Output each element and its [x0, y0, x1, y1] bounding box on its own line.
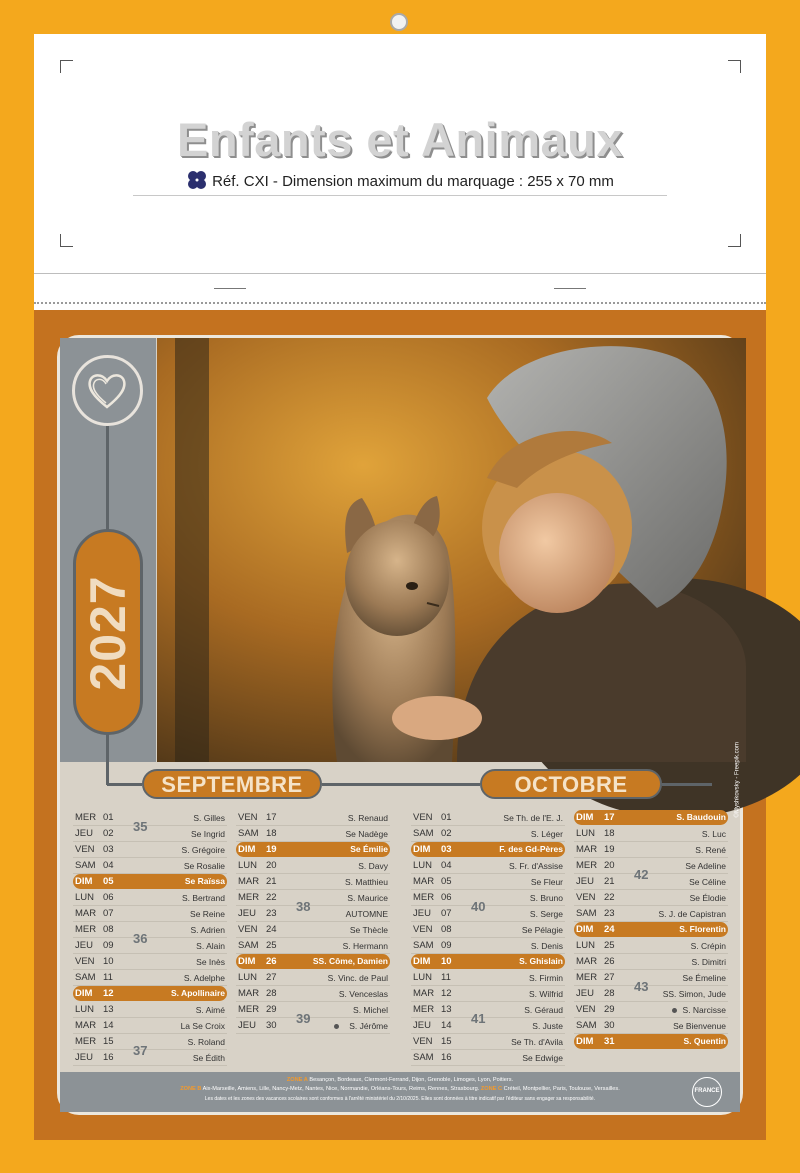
- hanging-hole: [390, 13, 408, 31]
- saint-name: S. Dimitri: [691, 957, 726, 967]
- day-row: [73, 890, 227, 906]
- saint-name: Se Émilie: [350, 844, 388, 854]
- day-number: 06: [441, 892, 452, 903]
- day-number: 23: [604, 908, 615, 919]
- day-number: 13: [103, 1004, 114, 1015]
- day-number: 19: [266, 844, 277, 855]
- saint-name: S. Fr. d'Assise: [508, 861, 563, 871]
- sunday-row: [574, 1034, 728, 1049]
- day-number: 12: [441, 988, 452, 999]
- connector-line: [106, 732, 109, 762]
- saint-name: S. Gilles: [193, 813, 225, 823]
- weekday: LUN: [576, 828, 596, 839]
- saint-name: S. Wilfrid: [529, 989, 563, 999]
- day-row: [236, 938, 390, 954]
- weekday: VEN: [75, 844, 95, 855]
- clover-icon: [186, 170, 208, 194]
- day-column: [411, 810, 565, 1066]
- day-row: [73, 922, 227, 938]
- connector-line: [107, 783, 142, 786]
- day-number: 12: [103, 988, 114, 999]
- weekday: JEU: [75, 1052, 93, 1063]
- day-number: 16: [103, 1052, 114, 1063]
- saint-name: Se Fleur: [530, 877, 563, 887]
- saint-name: S. Narcisse: [682, 1005, 726, 1015]
- saint-name: S. Maurice: [347, 893, 388, 903]
- day-row: [411, 810, 565, 826]
- day-number: 30: [266, 1020, 277, 1031]
- weekday: JEU: [75, 940, 93, 951]
- weekday: MER: [576, 860, 598, 871]
- reference-line: [0, 170, 800, 194]
- day-number: 24: [266, 924, 277, 935]
- weekday: LUN: [75, 1004, 95, 1015]
- day-number: 28: [266, 988, 277, 999]
- saint-name: Se Rosalie: [183, 861, 225, 871]
- day-row: [73, 970, 227, 986]
- zone-a-label: ZONE A: [286, 1077, 308, 1083]
- crop-mark: [728, 60, 741, 73]
- saint-name: S. Hermann: [342, 941, 388, 951]
- day-row: [411, 1018, 565, 1034]
- saint-name: Se Élodie: [689, 893, 726, 903]
- weekday: MER: [75, 1036, 97, 1047]
- day-number: 02: [441, 828, 452, 839]
- crop-mark: [60, 234, 73, 247]
- zone-a-cities: Besançon, Bordeaux, Clermont-Ferrand, Dijon, Grenoble, Limoges, Lyon, Poitiers.: [309, 1077, 514, 1083]
- day-number: 20: [604, 860, 615, 871]
- weekday: DIM: [75, 988, 93, 999]
- saint-name: S. Crépin: [690, 941, 726, 951]
- day-row: [574, 1018, 728, 1034]
- weekday: SAM: [238, 940, 259, 951]
- day-row: [73, 938, 227, 954]
- weekday: DIM: [413, 844, 431, 855]
- day-row: [73, 810, 227, 826]
- saint-name: S. Matthieu: [345, 877, 388, 887]
- day-row: [574, 842, 728, 858]
- saint-name: S. Michel: [353, 1005, 388, 1015]
- day-row: [73, 1034, 227, 1050]
- day-number: 25: [266, 940, 277, 951]
- day-number: 17: [266, 812, 277, 823]
- saint-name: S. Davy: [358, 861, 388, 871]
- weekday: MAR: [75, 1020, 97, 1031]
- saint-name: S. Roland: [187, 1037, 225, 1047]
- week-number: 40: [471, 899, 486, 914]
- day-row: [411, 858, 565, 874]
- sunday-row: [236, 954, 390, 969]
- saint-name: S. Renaud: [347, 813, 388, 823]
- saint-name: Se Ingrid: [190, 829, 225, 839]
- day-row: [236, 826, 390, 842]
- weekday: MAR: [576, 956, 598, 967]
- weekday: SAM: [75, 972, 96, 983]
- day-row: [574, 1002, 728, 1018]
- day-row: [411, 890, 565, 906]
- weekday: LUN: [75, 892, 95, 903]
- day-row: [574, 906, 728, 922]
- weekday: MAR: [238, 876, 260, 887]
- zone-b-label: ZONE B: [180, 1086, 202, 1092]
- connector-line: [662, 783, 712, 786]
- saint-name: Se Adeline: [685, 861, 726, 871]
- day-number: 25: [604, 940, 615, 951]
- weekday: VEN: [238, 924, 258, 935]
- weekday: SAM: [413, 1052, 434, 1063]
- day-number: 11: [441, 972, 451, 983]
- divider: [554, 288, 586, 289]
- heart-icon: [75, 358, 140, 423]
- weekday: DIM: [238, 844, 256, 855]
- day-row: [73, 1050, 227, 1066]
- day-number: 09: [103, 940, 114, 951]
- saint-name: S. Luc: [701, 829, 726, 839]
- saint-name: S. Alain: [196, 941, 225, 951]
- sunday-row: [574, 922, 728, 937]
- saint-name: Se Inès: [196, 957, 225, 967]
- day-number: 03: [441, 844, 452, 855]
- zone-c-label: ZONE C: [480, 1086, 503, 1092]
- day-number: 28: [604, 988, 615, 999]
- saint-name: Se Nadège: [345, 829, 388, 839]
- day-number: 07: [441, 908, 452, 919]
- weekday: VEN: [413, 924, 433, 935]
- school-zones-footer: [60, 1072, 740, 1112]
- weekday: SAM: [413, 940, 434, 951]
- saint-name: S. Bruno: [529, 893, 563, 903]
- weekday: MAR: [238, 988, 260, 999]
- saint-name: Se Bienvenue: [673, 1021, 726, 1031]
- day-number: 04: [441, 860, 452, 871]
- day-row: [574, 826, 728, 842]
- day-number: 13: [441, 1004, 452, 1015]
- day-number: 14: [103, 1020, 114, 1031]
- day-number: 01: [103, 812, 114, 823]
- day-number: 08: [441, 924, 452, 935]
- saint-name: Se Raïssa: [184, 876, 225, 886]
- day-number: 20: [266, 860, 277, 871]
- day-number: 19: [604, 844, 615, 855]
- zone-b-cities: Aix-Marseille, Amiens, Lille, Nancy-Metz, Nantes, Nice, Normandie, Orléans-Tours, Reims, Rennes, Strasbourg.: [202, 1086, 480, 1092]
- day-number: 21: [266, 876, 277, 887]
- day-row: [73, 858, 227, 874]
- weekday: JEU: [413, 1020, 431, 1031]
- weekday: MER: [238, 1004, 260, 1015]
- day-number: 11: [103, 972, 113, 983]
- connector-line: [106, 426, 109, 538]
- saint-name: S. Léger: [530, 829, 563, 839]
- day-row: [574, 938, 728, 954]
- weekday: DIM: [75, 876, 93, 887]
- day-number: 21: [604, 876, 615, 887]
- weekday: DIM: [576, 924, 594, 935]
- day-row: [236, 1018, 390, 1034]
- saint-name: Se Reine: [190, 909, 225, 919]
- day-row: [411, 970, 565, 986]
- day-number: 23: [266, 908, 277, 919]
- saint-name: Se Pélagie: [521, 925, 563, 935]
- weekday: JEU: [75, 828, 93, 839]
- weekday: JEU: [238, 908, 256, 919]
- day-row: [574, 954, 728, 970]
- weekday: MER: [413, 1004, 435, 1015]
- saint-name: S. Adrien: [190, 925, 225, 935]
- sunday-row: [574, 810, 728, 825]
- day-number: 30: [604, 1020, 615, 1031]
- weekday: SAM: [576, 908, 597, 919]
- day-number: 06: [103, 892, 114, 903]
- day-row: [411, 906, 565, 922]
- saint-name: S. Firmin: [529, 973, 563, 983]
- saint-name: S. Denis: [530, 941, 563, 951]
- day-row: [411, 938, 565, 954]
- weekday: VEN: [576, 1004, 596, 1015]
- moon-phase-icon: [672, 1008, 677, 1013]
- saint-name: S. Juste: [532, 1021, 563, 1031]
- weekday: JEU: [238, 1020, 256, 1031]
- month-header-october: OCTOBRE: [480, 769, 662, 799]
- day-number: 22: [266, 892, 277, 903]
- day-row: [236, 970, 390, 986]
- day-row: [73, 906, 227, 922]
- weekday: SAM: [576, 1020, 597, 1031]
- year-label: 2027: [80, 575, 136, 691]
- connector-line: [106, 762, 109, 785]
- zone-c-cities: Créteil, Montpellier, Paris, Toulouse, Versailles.: [503, 1086, 620, 1092]
- saint-name: S. Adelphe: [183, 973, 225, 983]
- day-row: [574, 858, 728, 874]
- day-number: 10: [441, 956, 452, 967]
- day-number: 22: [604, 892, 615, 903]
- sunday-row: [73, 874, 227, 889]
- saint-name: S. Serge: [529, 909, 563, 919]
- heart-badge: [72, 355, 143, 426]
- day-number: 08: [103, 924, 114, 935]
- day-number: 01: [441, 812, 452, 823]
- zone-a-line: [60, 1076, 740, 1085]
- saint-name: S. J. de Capistran: [658, 909, 726, 919]
- day-column: [574, 810, 728, 1050]
- day-column: [73, 810, 227, 1066]
- day-number: 09: [441, 940, 452, 951]
- saint-name: S. Vinc. de Paul: [327, 973, 388, 983]
- day-row: [236, 986, 390, 1002]
- weekday: VEN: [75, 956, 95, 967]
- day-number: 27: [604, 972, 615, 983]
- day-number: 14: [441, 1020, 452, 1031]
- day-row: [236, 922, 390, 938]
- month-header-september: SEPTEMBRE: [142, 769, 322, 799]
- day-number: 18: [266, 828, 277, 839]
- day-number: 16: [441, 1052, 452, 1063]
- saint-name: S. Baudouin: [676, 812, 726, 822]
- day-row: [73, 954, 227, 970]
- weekday: MER: [75, 812, 97, 823]
- weekday: LUN: [576, 940, 596, 951]
- weekday: SAM: [75, 860, 96, 871]
- saint-name: S. Grégoire: [181, 845, 225, 855]
- day-number: 05: [441, 876, 452, 887]
- saint-name: La Se Croix: [180, 1021, 225, 1031]
- saint-name: Se Edwige: [522, 1053, 563, 1063]
- day-number: 04: [103, 860, 114, 871]
- day-row: [574, 970, 728, 986]
- weekday: DIM: [413, 956, 431, 967]
- saint-name: AUTOMNE: [345, 909, 388, 919]
- day-number: 15: [441, 1036, 452, 1047]
- day-row: [411, 874, 565, 890]
- france-badge: FRANCE: [692, 1077, 722, 1107]
- weekday: VEN: [238, 812, 258, 823]
- saint-name: Se Thècle: [349, 925, 388, 935]
- saint-name: Se Céline: [689, 877, 726, 887]
- day-row: [73, 1018, 227, 1034]
- weekday: DIM: [576, 812, 594, 823]
- saint-name: S. René: [695, 845, 726, 855]
- weekday: LUN: [238, 860, 258, 871]
- zone-bc-line: [60, 1085, 740, 1094]
- weekday: MAR: [576, 844, 598, 855]
- saint-name: S. Venceslas: [338, 989, 388, 999]
- day-row: [73, 1002, 227, 1018]
- saint-name: S. Ghislain: [519, 956, 563, 966]
- saint-name: SS. Simon, Jude: [662, 989, 726, 999]
- week-number: 37: [133, 1043, 148, 1058]
- day-row: [411, 922, 565, 938]
- photo-credit: ©Myshkovsky - Freepik.com: [734, 742, 740, 818]
- saint-name: S. Apollinaire: [170, 988, 225, 998]
- week-number: 36: [133, 931, 148, 946]
- weekday: JEU: [576, 988, 594, 999]
- day-number: 18: [604, 828, 615, 839]
- week-number: 41: [471, 1011, 486, 1026]
- weekday: DIM: [576, 1036, 594, 1047]
- day-row: [574, 890, 728, 906]
- weekday: JEU: [413, 908, 431, 919]
- day-row: [411, 1050, 565, 1066]
- week-number: 43: [634, 979, 649, 994]
- day-number: 10: [103, 956, 114, 967]
- day-number: 26: [604, 956, 615, 967]
- day-row: [574, 986, 728, 1002]
- sunday-row: [73, 986, 227, 1001]
- saint-name: Se Édith: [192, 1053, 225, 1063]
- weekday: VEN: [413, 812, 433, 823]
- day-row: [73, 842, 227, 858]
- day-number: 31: [604, 1036, 615, 1047]
- connector-line: [322, 783, 480, 786]
- day-row: [411, 986, 565, 1002]
- day-number: 26: [266, 956, 277, 967]
- divider: [214, 288, 246, 289]
- disclaimer: Les dates et les zones des vacances scolaires sont conformes à l'arrêté ministériel du 2/10/2025. Elles sont données à titre indicatif par l'éditeur sans engager sa responsabilité.: [204, 1096, 596, 1102]
- calendar-card: [57, 335, 743, 1115]
- crop-mark: [60, 60, 73, 73]
- day-number: 07: [103, 908, 114, 919]
- day-number: 02: [103, 828, 114, 839]
- day-row: [411, 1002, 565, 1018]
- saint-name: S. Aimé: [195, 1005, 225, 1015]
- saint-name: S. Bertrand: [182, 893, 225, 903]
- weekday: SAM: [238, 828, 259, 839]
- product-title: Enfants et Animaux: [177, 113, 623, 166]
- week-number: 38: [296, 899, 311, 914]
- divider: [133, 195, 667, 196]
- sunday-row: [411, 954, 565, 969]
- day-row: [236, 810, 390, 826]
- day-number: 29: [604, 1004, 615, 1015]
- weekday: VEN: [576, 892, 596, 903]
- day-row: [236, 874, 390, 890]
- saint-name: Se Th. de l'E. J.: [503, 813, 563, 823]
- weekday: MAR: [413, 988, 435, 999]
- day-row: [236, 890, 390, 906]
- saint-name: S. Jérôme: [349, 1021, 388, 1031]
- moon-phase-icon: [334, 1024, 339, 1029]
- day-row: [236, 906, 390, 922]
- weekday: LUN: [413, 860, 433, 871]
- weekday: LUN: [238, 972, 258, 983]
- day-row: [236, 858, 390, 874]
- saint-name: S. Géraud: [524, 1005, 563, 1015]
- day-number: 17: [604, 812, 615, 823]
- saint-name: S. Quentin: [683, 1036, 726, 1046]
- perforation-line: [34, 302, 766, 304]
- day-column: [236, 810, 390, 1034]
- weekday: MAR: [413, 876, 435, 887]
- weekday: SAM: [413, 828, 434, 839]
- day-row: [411, 826, 565, 842]
- saint-name: S. Florentin: [679, 924, 726, 934]
- day-number: 03: [103, 844, 114, 855]
- day-row: [411, 1034, 565, 1050]
- day-number: 24: [604, 924, 615, 935]
- weekday: MER: [576, 972, 598, 983]
- divider: [34, 273, 766, 274]
- weekday: MER: [238, 892, 260, 903]
- weekday: MER: [413, 892, 435, 903]
- saint-name: F. des Gd-Pères: [499, 844, 563, 854]
- day-number: 27: [266, 972, 277, 983]
- day-number: 29: [266, 1004, 277, 1015]
- sunday-row: [236, 842, 390, 857]
- crop-mark: [728, 234, 741, 247]
- day-number: 05: [103, 876, 114, 887]
- day-row: [574, 874, 728, 890]
- saint-name: Se Th. d'Avila: [511, 1037, 563, 1047]
- day-row: [236, 1002, 390, 1018]
- weekday: MAR: [75, 908, 97, 919]
- saint-name: SS. Côme, Damien: [312, 956, 388, 966]
- sunday-row: [411, 842, 565, 857]
- reference-text: Réf. CXI - Dimension maximum du marquage : 255 x 70 mm: [212, 172, 614, 190]
- weekday: DIM: [238, 956, 256, 967]
- weekday: JEU: [576, 876, 594, 887]
- weekday: LUN: [413, 972, 433, 983]
- week-number: 35: [133, 819, 148, 834]
- week-number: 39: [296, 1011, 311, 1026]
- day-row: [73, 826, 227, 842]
- weekday: MER: [75, 924, 97, 935]
- saint-name: Se Émeline: [682, 973, 726, 983]
- weekday: VEN: [413, 1036, 433, 1047]
- week-number: 42: [634, 867, 649, 882]
- day-number: 15: [103, 1036, 114, 1047]
